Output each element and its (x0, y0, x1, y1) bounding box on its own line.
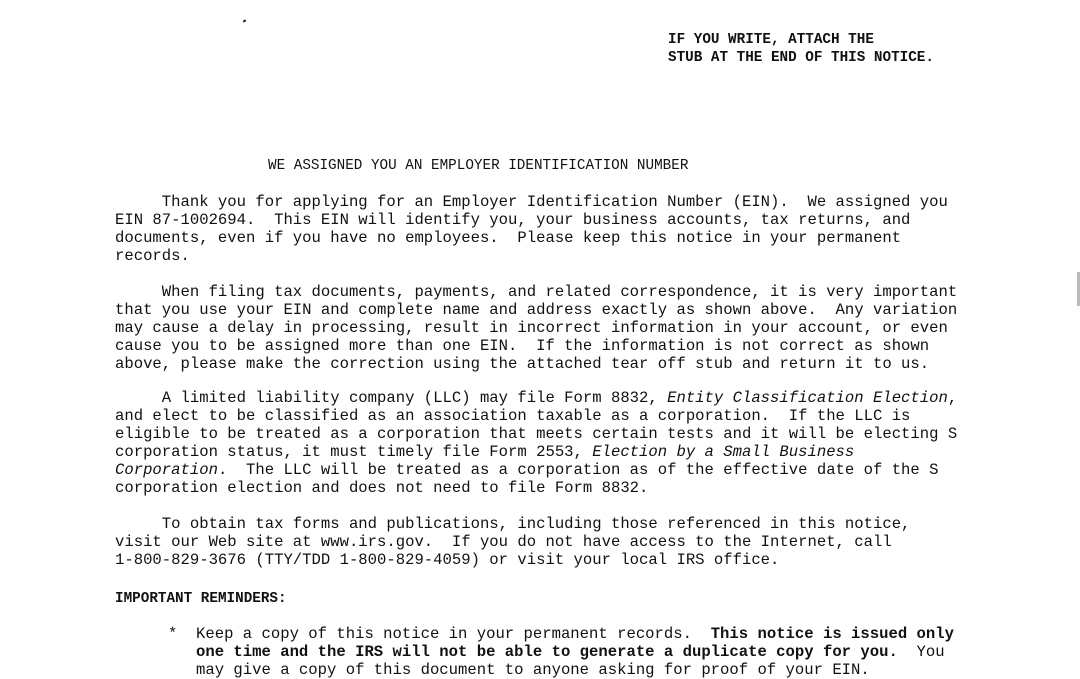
paragraph-line: corporation election and does not need to file Form 8832. (115, 479, 649, 497)
form-8832-title: Entity Classification Election (667, 389, 948, 407)
bold-text-run: This notice is issued only (710, 625, 954, 643)
paragraph-line: eligible to be treated as a corporation that meets certain tests and it will be electing S (115, 425, 958, 443)
text-run: corporation status, it must timely file Form 2553, (115, 443, 593, 461)
paragraph-line: To obtain tax forms and publications, including those referenced in this notice, (115, 515, 911, 533)
reminder-text (196, 625, 954, 679)
paragraph-ein-assigned (115, 193, 1025, 265)
paragraph-forms-publications (115, 515, 1025, 569)
attach-line-1: IF YOU WRITE, ATTACH THE (668, 32, 874, 48)
bullet-asterisk: * (168, 625, 178, 643)
reminder-line: may give a copy of this document to anyone asking for proof of your EIN. (196, 661, 870, 679)
paragraph-line: records. (115, 247, 190, 265)
paragraph-line: and elect to be classified as an association taxable as a corporation. If the LLC is (115, 407, 911, 425)
paragraph-line: Thank you for applying for an Employer Identification Number (EIN). We assigned you (115, 193, 948, 211)
scan-speck (243, 19, 247, 22)
paragraph-llc-election (115, 389, 1025, 497)
paragraph-line: visit our Web site at www.irs.gov. If you do not have access to the Internet, call (115, 533, 892, 551)
paragraph-line: may cause a delay in processing, result in incorrect information in your account, or even (115, 319, 948, 337)
form-2553-title: Election by a Small Business (592, 443, 855, 461)
attach-stub-instruction (668, 32, 934, 67)
important-reminders-heading: IMPORTANT REMINDERS: (115, 591, 287, 607)
text-run: A limited liability company (LLC) may file Form 8832, (115, 389, 668, 407)
paragraph-line (115, 443, 1025, 461)
text-run: You (897, 643, 945, 661)
paragraph-line (115, 389, 1025, 407)
paragraph-line: documents, even if you have no employees. Please keep this notice in your permanent (115, 229, 902, 247)
paragraph-line: cause you to be assigned more than one EIN. If the information is not correct as shown (115, 337, 930, 355)
bold-text-run: one time and the IRS will not be able to generate a duplicate copy for you. (196, 643, 898, 661)
reminder-line (196, 625, 954, 643)
attach-line-2: STUB AT THE END OF THIS NOTICE. (668, 49, 934, 66)
paragraph-line (115, 461, 1025, 479)
paragraph-line: When filing tax documents, payments, and related correspondence, it is very important (115, 283, 958, 301)
text-run: . The LLC will be treated as a corporation as of the effective date of the S (217, 461, 939, 479)
paragraph-filing-instructions (115, 283, 1025, 373)
text-run: Keep a copy of this notice in your permanent records. (196, 625, 711, 643)
form-2553-title-cont: Corporation (115, 461, 218, 479)
paragraph-line: that you use your EIN and complete name and address exactly as shown above. Any variation (115, 301, 958, 319)
paragraph-line: above, please make the correction using the attached tear off stub and return it to us. (115, 355, 930, 373)
paragraph-line: 1-800-829-3676 (TTY/TDD 1-800-829-4059) or visit your local IRS office. (115, 551, 780, 569)
notice-title: WE ASSIGNED YOU AN EMPLOYER IDENTIFICATION NUMBER (268, 158, 689, 174)
paragraph-line: EIN 87-1002694. This EIN will identify you, your business accounts, tax returns, and (115, 211, 911, 229)
reminder-line (196, 643, 954, 661)
text-run: , (947, 389, 958, 407)
